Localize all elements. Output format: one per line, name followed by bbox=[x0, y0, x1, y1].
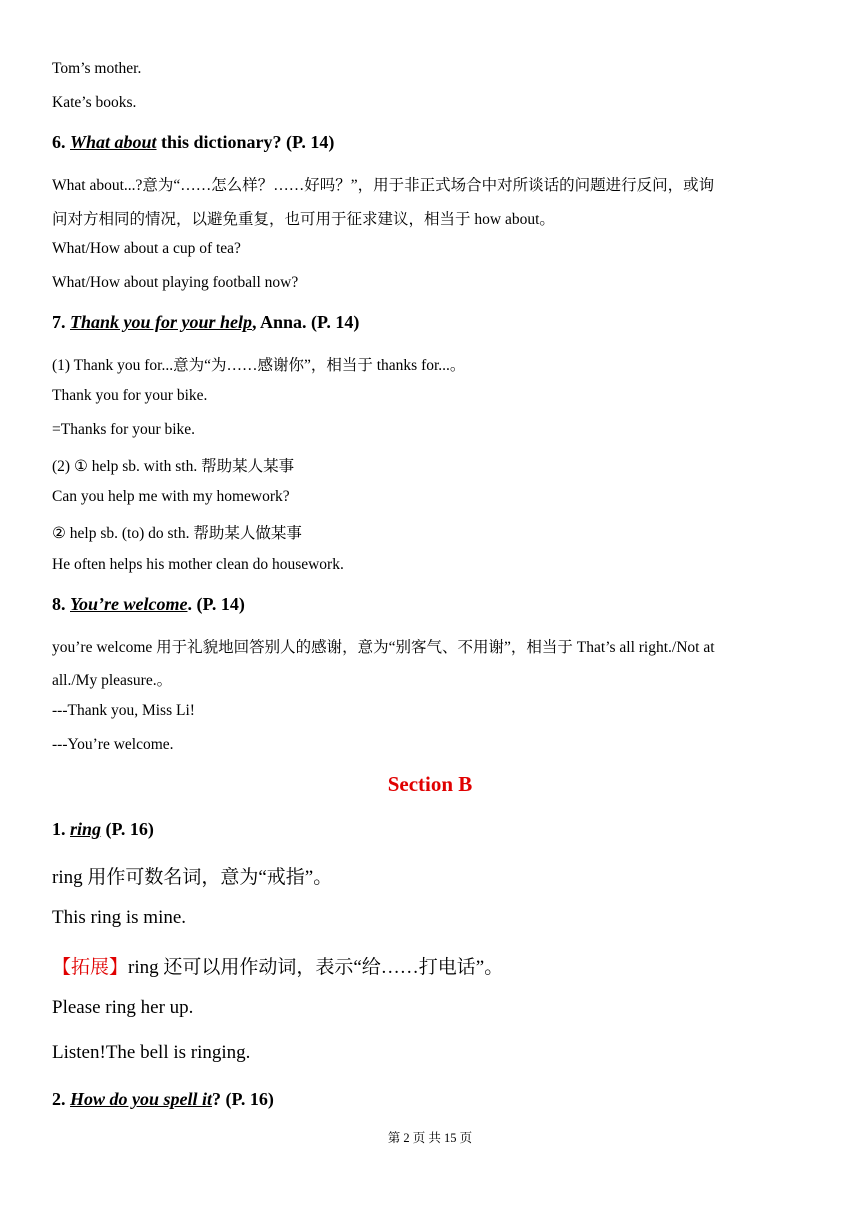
example-line: Listen!The bell is ringing. bbox=[52, 1042, 251, 1063]
example-line: Kate’s books. bbox=[52, 94, 137, 111]
example-line: =Thanks for your bike. bbox=[52, 421, 196, 438]
heading-rest: (P. 16) bbox=[101, 819, 154, 839]
heading-keyword: You’re welcome bbox=[70, 594, 188, 614]
example-line: Can you help me with my homework? bbox=[52, 488, 290, 505]
example-line: What/How about a cup of tea? bbox=[52, 240, 241, 257]
heading-item-7 bbox=[52, 312, 359, 333]
heading-rest: this dictionary? (P. 14) bbox=[156, 132, 335, 152]
explanation-line: 问对方相同的情况，以避免重复，也可用于征求建议，相当于 how about。 bbox=[52, 211, 555, 228]
heading-keyword: How do you spell it bbox=[70, 1089, 213, 1109]
explanation-line: you’re welcome 用于礼貌地回答别人的感谢，意为“别客气、不用谢”，相当于 That’s all right./Not at bbox=[52, 639, 715, 656]
example-line: He often helps his mother clean do housework. bbox=[52, 556, 344, 573]
heading-b1 bbox=[52, 819, 154, 840]
explanation-line: (1) Thank you for...意为“为……感谢你”，相当于 thanks for...。 bbox=[52, 357, 466, 374]
page-footer: 第 2 页 共 15 页 bbox=[387, 1131, 473, 1145]
heading-number: 8. bbox=[52, 594, 70, 614]
heading-keyword: What about bbox=[70, 132, 157, 152]
heading-number: 6. bbox=[52, 132, 70, 152]
explanation-line: ring 用作可数名词，意为“戒指”。 bbox=[52, 867, 333, 888]
explanation-line: all./My pleasure.。 bbox=[52, 672, 173, 689]
heading-keyword: ring bbox=[70, 819, 102, 839]
explanation-line: What about...?意为“……怎么样？……好吗？”，用于非正式场合中对所谈话的问题进行反问，或询 bbox=[52, 177, 715, 194]
explanation-line: (2) ① help sb. with sth. 帮助某人某事 bbox=[52, 458, 295, 475]
extension-line bbox=[52, 952, 503, 979]
example-line: Please ring her up. bbox=[52, 997, 194, 1018]
heading-b2 bbox=[52, 1089, 274, 1110]
example-line: What/How about playing football now? bbox=[52, 274, 299, 291]
heading-item-8 bbox=[52, 594, 245, 615]
example-line: Thank you for your bike. bbox=[52, 387, 208, 404]
heading-number: 2. bbox=[52, 1089, 70, 1109]
heading-number: 1. bbox=[52, 819, 70, 839]
dialog-line: ---Thank you, Miss Li! bbox=[52, 702, 195, 719]
heading-keyword: Thank you for your help bbox=[70, 312, 253, 332]
section-title: Section B bbox=[387, 772, 473, 796]
dialog-line: ---You’re welcome. bbox=[52, 736, 174, 753]
heading-item-6 bbox=[52, 132, 334, 153]
extension-tag: 【拓展】 bbox=[52, 957, 129, 978]
extension-text: ring 还可以用作动词，表示“给……打电话”。 bbox=[128, 957, 504, 978]
heading-rest: ? (P. 16) bbox=[212, 1089, 274, 1109]
example-line: Tom’s mother. bbox=[52, 60, 142, 77]
heading-rest: . (P. 14) bbox=[187, 594, 245, 614]
heading-number: 7. bbox=[52, 312, 70, 332]
explanation-line: ② help sb. (to) do sth. 帮助某人做某事 bbox=[52, 525, 302, 542]
example-line: This ring is mine. bbox=[52, 907, 187, 928]
heading-rest: , Anna. (P. 14) bbox=[252, 312, 360, 332]
